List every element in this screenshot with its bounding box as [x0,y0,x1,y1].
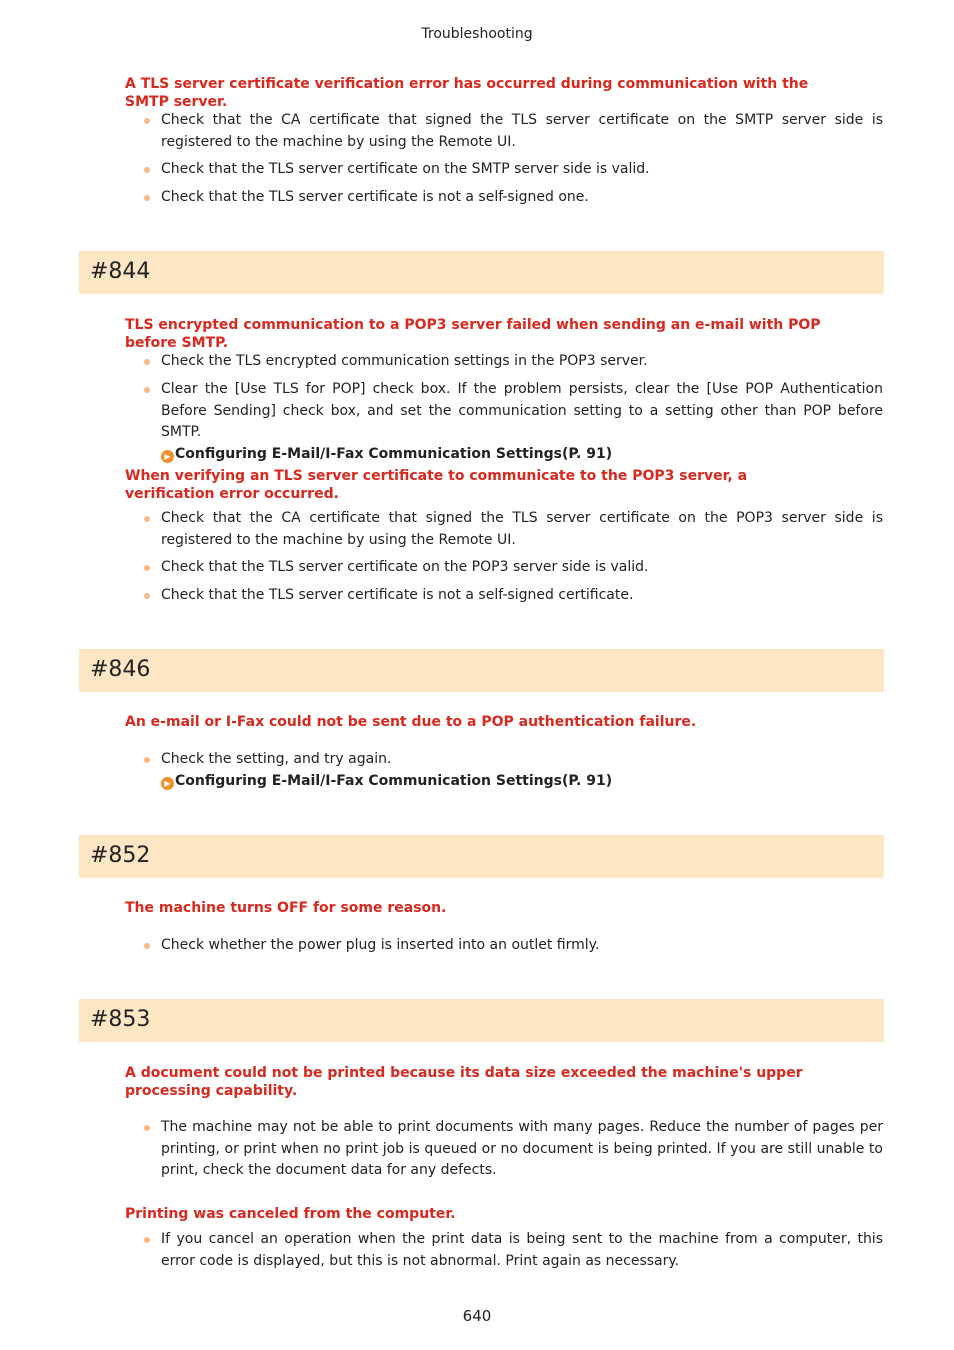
machine-off-heading: The machine turns OFF for some reason. [125,900,447,916]
bullet-icon [144,195,150,201]
bullet-icon [144,387,150,393]
list-item: Check whether the power plug is inserted into an outlet firmly. [161,935,883,957]
arrow-right-icon: ▶ [161,777,174,790]
list-item: Check that the TLS server certificate on the POP3 server side is valid. [161,557,883,579]
data-size-exceeded-heading: A document could not be printed because its data size exceeded the machine's upper processing capability. [125,1065,803,1099]
error-code-title: #846 [90,657,151,682]
pop-auth-failure-heading: An e-mail or I-Fax could not be sent due to a POP authentication failure. [125,714,697,730]
error-code-band-846 [79,649,884,692]
list-item: Check that the TLS server certificate is not a self-signed certificate. [161,585,883,607]
page-number: 640 [462,1307,492,1325]
error-code-band-853 [79,999,884,1042]
bullet-icon [144,516,150,522]
list-item: Check the TLS encrypted communication settings in the POP3 server. [161,351,883,373]
list-item: Check that the CA certificate that signed the TLS server certificate on the POP3 server side is registered to the machine by using the Remote UI. [161,508,883,551]
bullet-icon [144,359,150,365]
list-item: Check that the TLS server certificate on the SMTP server side is valid. [161,159,883,181]
list-item: Check that the TLS server certificate is not a self-signed one. [161,187,883,209]
bullet-icon [144,593,150,599]
bullet-icon [144,1237,150,1243]
pop3-cert-verification-heading: When verifying an TLS server certificate to communicate to the POP3 server, a verification error occurred. [125,468,748,502]
list-item: Clear the [Use TLS for POP] check box. If the problem persists, clear the [Use POP Authentication Before Sending] check box, and set the communication setting to a setting other than POP before SMTP. ▶ Configuring E-Mail/I-Fax Communication Settings(P. 91) [161,379,883,465]
list-item: Check the setting, and try again. ▶ Configuring E-Mail/I-Fax Communication Settings(P. 91) [161,749,883,792]
smtp-cert-error-heading: A TLS server certificate verification error has occurred during communication with the SMTP server. [125,76,809,110]
bullet-icon [144,118,150,124]
error-code-band-852 [79,835,884,878]
pop3-tls-failed-heading: TLS encrypted communication to a POP3 server failed when sending an e-mail with POP before SMTP. [125,317,821,351]
list-item: If you cancel an operation when the print data is being sent to the machine from a computer, this error code is displayed, but this is not abnormal. Print again as necessary. [161,1229,883,1272]
printing-canceled-heading: Printing was canceled from the computer. [125,1206,456,1222]
page-header: Troubleshooting [421,26,533,42]
bullet-icon [144,167,150,173]
email-settings-link[interactable]: ▶ Configuring E-Mail/I-Fax Communication Settings(P. 91) [161,771,883,793]
arrow-right-icon: ▶ [161,450,174,463]
bullet-icon [144,565,150,571]
bullet-icon [144,757,150,763]
bullet-icon [144,1125,150,1131]
error-code-title: #853 [90,1007,151,1032]
error-code-title: #844 [90,259,151,284]
list-item: The machine may not be able to print documents with many pages. Reduce the number of pages per printing, or print when no print job is queued or no document is being printed. If you are still unable to print, check the document data for any defects. [161,1117,883,1182]
error-code-band-844 [79,251,884,294]
list-item: Check that the CA certificate that signed the TLS server certificate on the SMTP server side is registered to the machine by using the Remote UI. [161,110,883,153]
email-settings-link[interactable]: ▶ Configuring E-Mail/I-Fax Communication Settings(P. 91) [161,444,883,466]
bullet-icon [144,943,150,949]
error-code-title: #852 [90,843,151,868]
